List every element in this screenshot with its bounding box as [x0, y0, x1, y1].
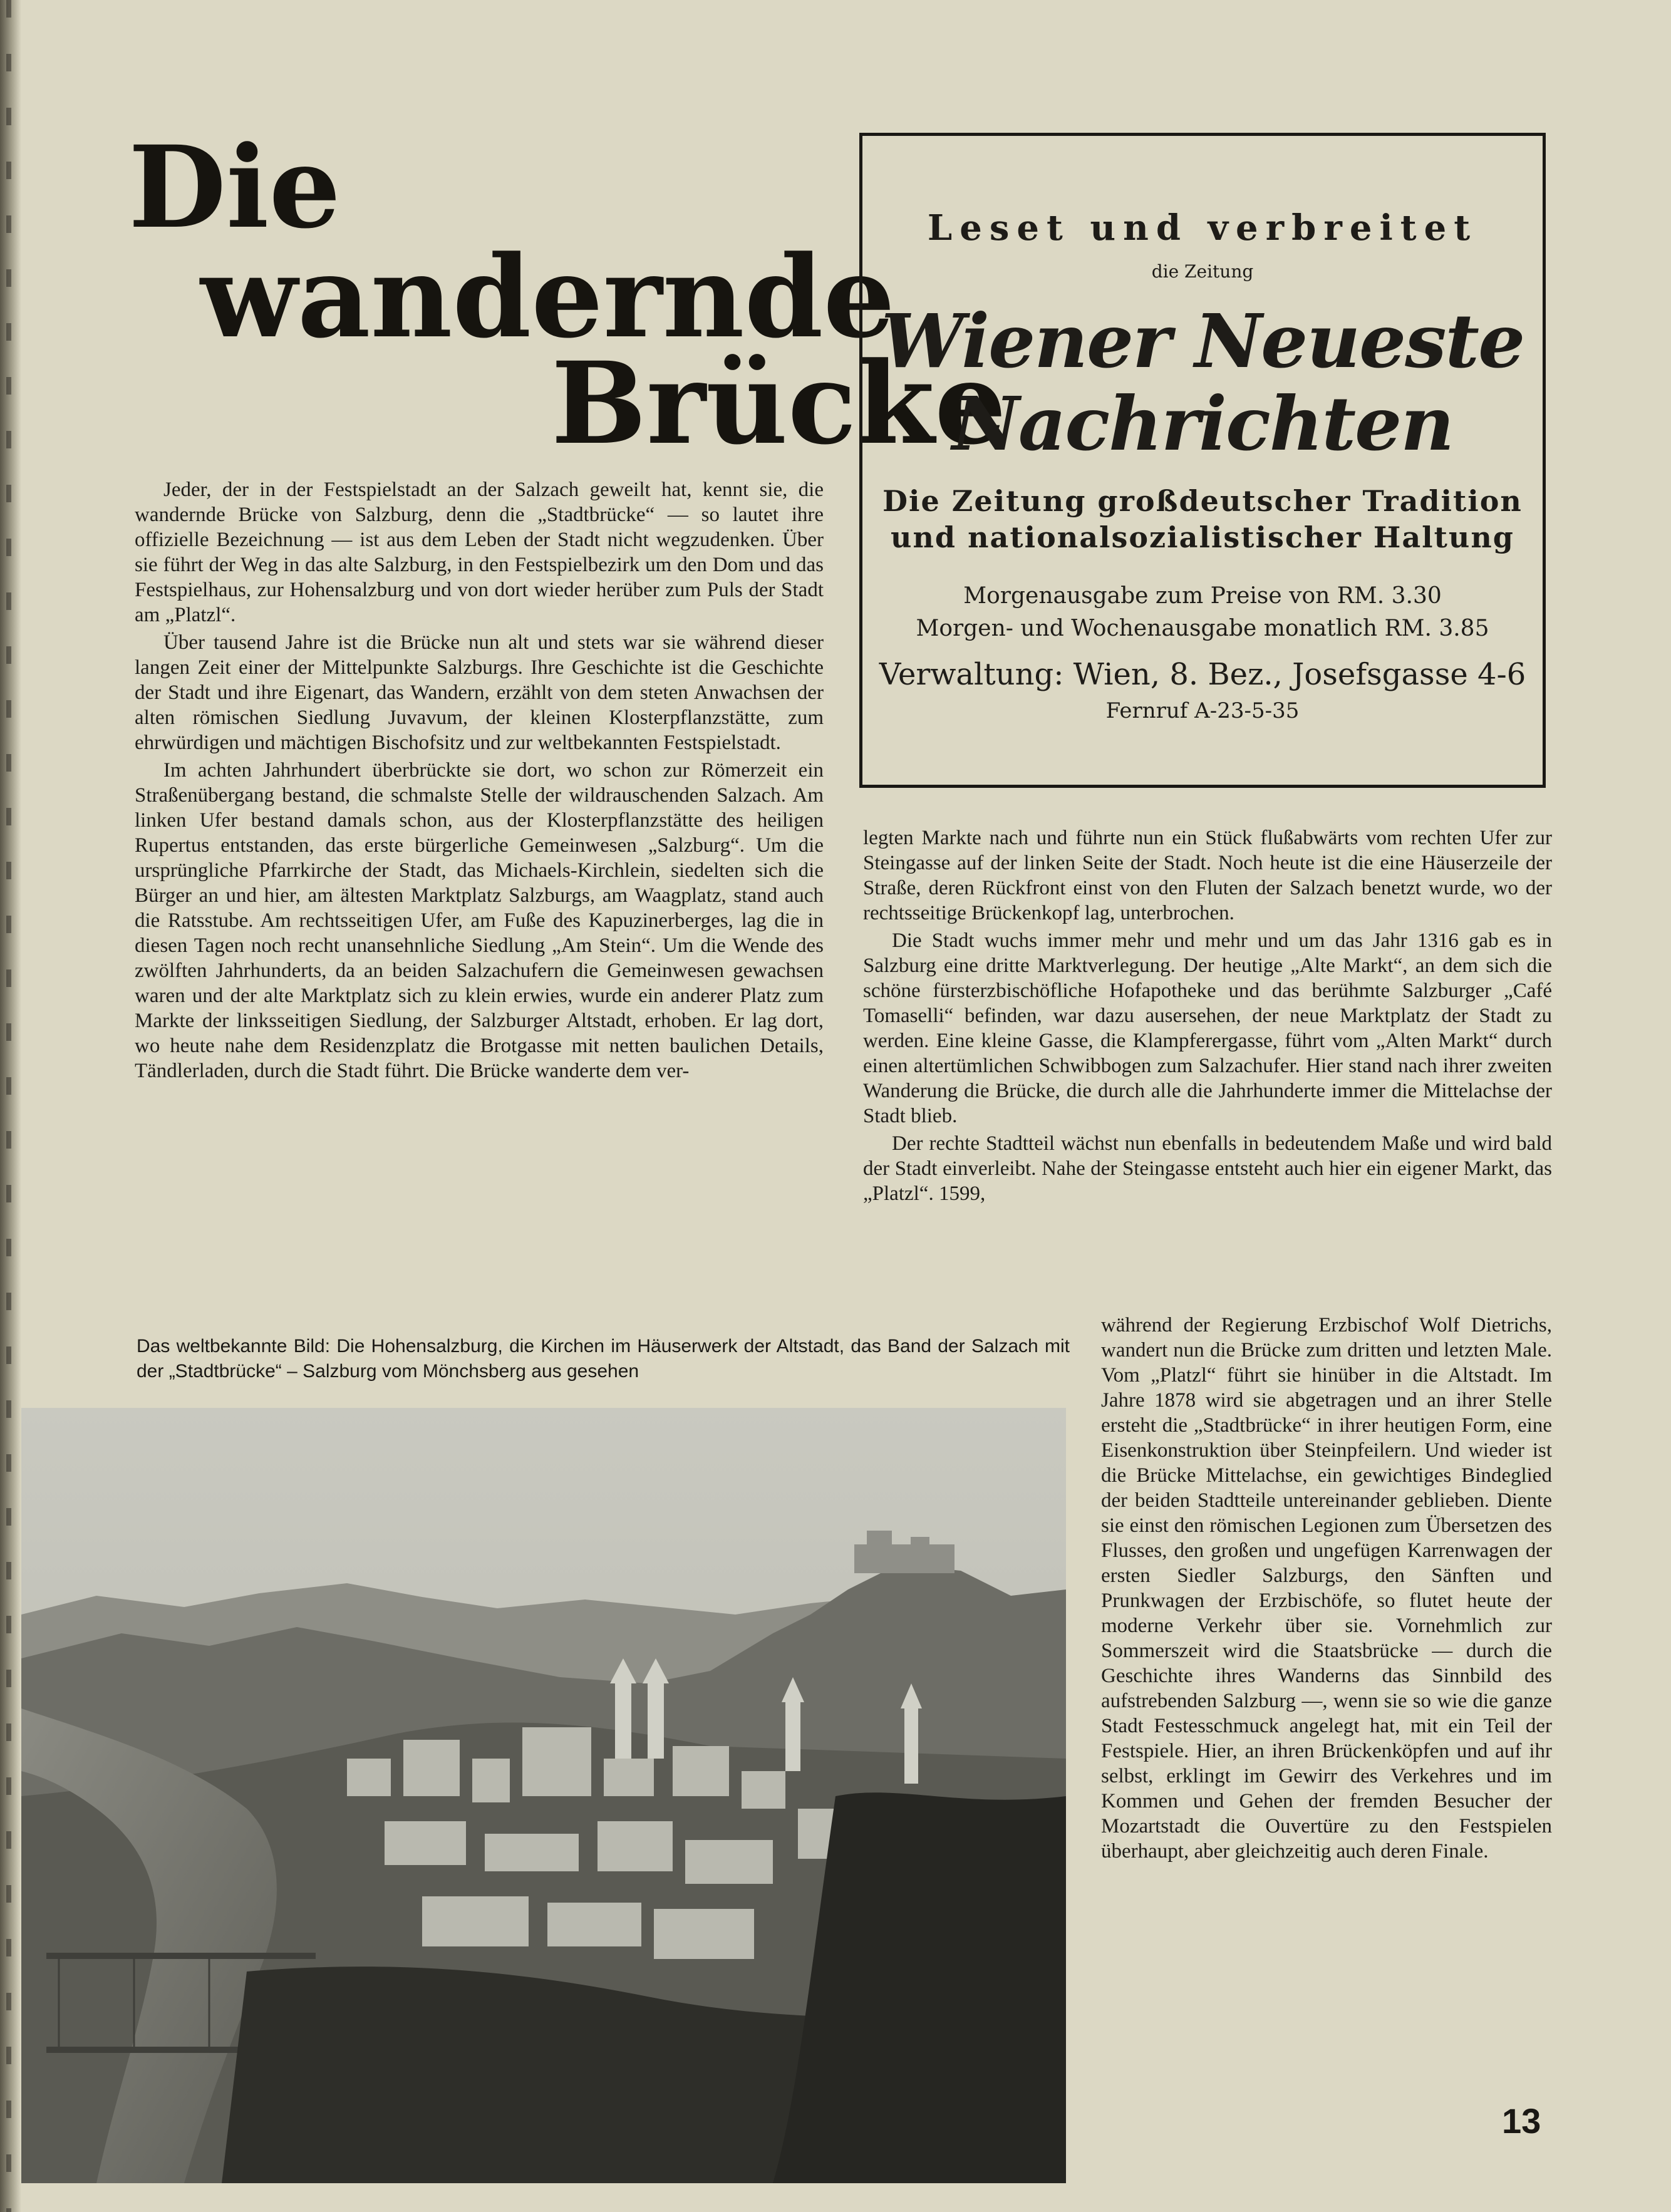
ad-address: Verwaltung: Wien, 8. Bez., Josefsgasse 4-6	[879, 657, 1526, 692]
title-line-1: Die	[128, 121, 341, 254]
paragraph: Im achten Jahrhundert überbrückte sie dort, wo schon zur Römerzeit ein Straßenübergang bestand, die schmalste Stelle der wildrauschenden Salzach. Am linken Ufer bestand damals schon, aus der Klosterpflanzstätte des heiligen Rupertus entstanden, das erste bürgerliche Gemeinwesen „Salzburg“. Um die ursprüngliche Pfarrkirche der Stadt, das Michaels-Kirchlein, siedelten sich die Bürger an und hier, am ältesten Marktplatz Salzburgs, am Waagplatz, stand auch die Ratsstube. Am rechtsseitigen Ufer, am Fuße des Kapuzinerberges, lag die in diesen Tagen noch recht unansehnliche Siedlung „Am Stein“. Um die Wende des zwölften Jahrhunderts, da an beiden Salzachufern die Gemeinwesen gewachsen waren und der alte Marktplatz sich zu klein erwies, wurde ein anderer Platz zum Markte der linksseitigen Siedlung, der Salzburger Altstadt, erhoben. Er lag dort, wo heute nahe dem Residenzplatz die Brotgasse mit netten baulichen Details, Tändlerladen, durch die Stadt führt. Die Brücke wanderte dem ver-	[135, 759, 824, 1082]
ad-tagline-1: Die Zeitung großdeutscher Tradition	[882, 484, 1523, 518]
paragraph: legten Markte nach und führte nun ein Stück flußabwärts vom rechten Ufer zur Steingasse auf der linken Seite der Stadt. Noch heute ist die eine Häuserzeile der Straße, deren Rückfront einst von den Fluten der Salzach benetzt wurde, wo der rechtsseitige Brückenkopf lag, unterbrochen.	[863, 827, 1552, 924]
salzburg-city-photo	[21, 1408, 1066, 2183]
ad-tagline-2: und nationalsozialistischer Haltung	[891, 520, 1514, 554]
article-column-right-narrow	[1101, 1313, 1552, 1864]
ad-newspaper-name-line-2: Nachrichten	[952, 380, 1453, 467]
paragraph: Über tausend Jahre ist die Brücke nun alt und stets war sie während dieser langen Zeit einer der Mittelpunkte Salzburgs. Ihre Geschichte ist die Geschichte der Stadt und ihre Eigenart, das Wandern, erzählt von dem steten Anwachsen der alten römischen Siedlung Juvavum, der kleinen Klosterpflanzstätte, zum ehrwürdigen und mächtigen Bischofsitz und zur weltbekannten Festspielstadt.	[135, 631, 824, 754]
photo-caption: Das weltbekannte Bild: Die Hohensalzburg, die Kirchen im Häuserwerk der Altstadt, das Band der Salzach mit der „Stadtbrücke“ – Salzburg vom Mönchsberg aus gesehen	[137, 1336, 1070, 1382]
article-column-left	[135, 477, 824, 1083]
page-number: 13	[1502, 2101, 1541, 2141]
newspaper-advertisement	[859, 133, 1546, 788]
ad-price-1: Morgenausgabe zum Preise von RM. 3.30	[963, 583, 1442, 609]
article-title	[128, 121, 1006, 470]
ad-subline: die Zeitung	[1151, 261, 1254, 282]
paragraph: während der Regierung Erzbischof Wolf Dietrichs, wandert nun die Brücke zum dritten und letzten Male. Vom „Platzl“ führt sie hinüber in die Altstadt. Im Jahre 1878 wird sie abgetragen und an ihrer Stelle ersteht die „Stadtbrücke“ in ihrer heutigen Form, eine Eisenkonstruktion über Steinpfeilern. Und wieder ist die Brücke Mittelachse, ein gewichtiges Bindeglied der beiden Stadtteile untereinander geblieben. Diente sie einst den römischen Legionen zum Übersetzen des Flusses, den großen und ungefügen Karrenwagen der ersten Siedler Salzburgs, den Sänften und Prunkwagen der Erzbischöfe, so flutet heute der moderne Verkehr über sie. Vornehmlich zur Sommerszeit wird die Staatsbrücke — durch die Geschichte ihres Wanderns das Sinnbild des aufstrebenden Salzburg —, wenn sie so wie die ganze Stadt Festesschmuck angelegt hat, mit ein Teil der Festspiele. Hier, an ihren Brückenköpfen und auf ihr selbst, erklingt im Gewirr des Verkehres und im Kommen und Gehen der fremden Besucher der Mozartstadt die Ouvertüre zu den Festspielen überhaupt, aber gleichzeitig auch deren Finale.	[1101, 1314, 1552, 1863]
ad-newspaper-name-line-1: Wiener Neueste	[881, 297, 1524, 385]
article-column-right	[863, 825, 1552, 1206]
title-line-2: wandernde	[200, 231, 895, 363]
ad-headline: Leset und verbreitet	[927, 207, 1478, 249]
ad-phone: Fernruf A-23-5-35	[1105, 698, 1300, 723]
paragraph: Jeder, der in der Festspielstadt an der Salzach geweilt hat, kennt sie, die wandernde Brücke von Salzburg, denn die „Stadtbrücke“ — so lautet ihre offizielle Bezeichnung — ist aus dem Leben der Stadt nicht wegzudenken. Über sie führt der Weg in das alte Salzburg, in den Festspielbezirk um den Dom und das Festspielhaus, zur Hohensalzburg und von dort wieder herüber zum Puls der Stadt am „Platzl“.	[135, 478, 824, 626]
paragraph: Die Stadt wuchs immer mehr und mehr und um das Jahr 1316 gab es in Salzburg eine dritte Marktverlegung. Der heutige „Alte Markt“, an dem sich die schöne fürsterzbischöfliche Hofapotheke und das berühmte Salzburger „Café Tomaselli“ befinden, war dazu ausersehen, der neue Marktplatz der Stadt zu werden. Eine kleine Gasse, die Klampferergasse, führt vom „Alten Markt“ durch einen altertümlichen Schwibbogen zum Salzachufer. Hier stand nach ihrer zweiten Wanderung die Brücke, die durch alle die Jahrhunderte immer die Mittelachse der Stadt blieb.	[863, 929, 1552, 1127]
ad-price-2: Morgen- und Wochenausgabe monatlich RM. 3.85	[916, 616, 1489, 641]
title-line-3: Brücke	[551, 338, 1006, 470]
salzburg-panorama-image	[21, 1408, 1066, 2183]
binding-stitches	[6, 0, 11, 2212]
paragraph: Der rechte Stadtteil wächst nun ebenfalls in bedeutendem Maße und wird bald der Stadt einverleibt. Nahe der Steingasse entsteht auch hier ein eigener Markt, das „Platzl“. 1599,	[863, 1132, 1552, 1205]
